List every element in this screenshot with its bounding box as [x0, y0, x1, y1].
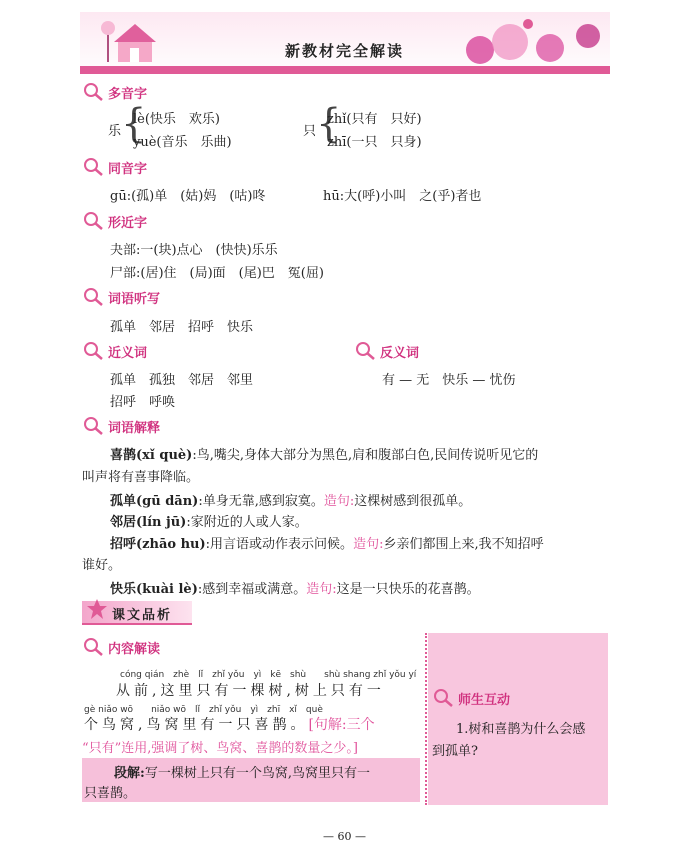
paragraph-text: 写一棵树上只有一个鸟窝,鸟窝里只有一: [144, 766, 370, 781]
magnifier-icon: [82, 341, 104, 361]
example-label: 造句:: [323, 494, 355, 509]
example-sentence: 这是一只快乐的花喜鹊。: [336, 582, 480, 597]
explain-term: 邻居(lín jū): [110, 515, 187, 530]
explain-definition: 叫声将有喜事降临。: [82, 470, 200, 485]
section-content: [82, 637, 160, 657]
polyphone-reading: zhī(一只 只身): [327, 135, 422, 150]
brace: {: [121, 101, 147, 147]
paragraph-text: 只喜鹊。: [84, 786, 137, 801]
paragraph-label: 段解:: [114, 766, 145, 781]
section-antonym: [354, 341, 419, 361]
example-sentence: 谁好。: [82, 558, 122, 573]
similar-line: 尸部:(居)住 (局)面 (尾)巴 冤(屈): [110, 266, 324, 281]
brace: {: [316, 101, 342, 147]
section-label: 词语听写: [108, 291, 161, 307]
explain-entry: [110, 444, 538, 463]
section-interaction: [432, 688, 510, 708]
section-label: 近义词: [108, 345, 148, 361]
explain-definition: :单身无靠,感到寂寞。: [198, 494, 324, 509]
text-line: 个鸟窝,鸟窝里有一只喜鹊。: [84, 717, 309, 733]
section-polyphone: [82, 82, 147, 102]
explain-entry: [110, 490, 471, 509]
homophone-line: gū:(孤)单 (姑)妈 (咕)咚: [110, 189, 266, 204]
explain-entry: [110, 578, 480, 597]
explain-term: 喜鹊(xǐ què): [110, 448, 193, 463]
question-line: 到孤单?: [432, 744, 478, 759]
magnifier-icon: [354, 341, 376, 361]
explain-term: 快乐(kuài lè): [110, 582, 198, 597]
section-synonym: [82, 341, 147, 361]
homophone-line: hū:大(呼)小叫 之(乎)者也: [323, 189, 482, 204]
explain-definition: :感到幸福或满意。: [197, 582, 307, 597]
polyphone-char: 只: [303, 124, 317, 139]
example-sentence: 乡亲们都围上来,我不知招呼: [383, 537, 544, 552]
similar-line: 夬部:一(块)点心 (快快)乐乐: [110, 243, 278, 258]
example-label: 造句:: [353, 537, 384, 552]
polyphone-reading: zhǐ(只有 只好): [327, 112, 422, 127]
section-label: 内容解读: [108, 641, 161, 657]
text-line-with-note: [84, 714, 375, 734]
sentence-note: 三个: [346, 717, 375, 733]
section-dictation: [82, 287, 160, 307]
sentence-note-label: [句解:: [308, 717, 347, 733]
sentence-note: “只有”连用,强调了树、鸟窝、喜鹊的数量之少。]: [82, 741, 358, 756]
section-label: 形近字: [108, 215, 148, 231]
section-label: 词语解释: [108, 420, 161, 436]
explain-entry: [110, 511, 308, 530]
magnifier-icon: [432, 688, 454, 708]
magnifier-icon: [82, 637, 104, 657]
star-icon: [86, 598, 108, 620]
example-label: 造句:: [306, 582, 337, 597]
section-label: 多音字: [108, 86, 148, 102]
text-line: 从前,这里只有一棵树,树上只有一: [116, 683, 385, 699]
explain-definition: :用言语或动作表示问候。: [205, 537, 354, 552]
example-sentence: 这棵树感到很孤单。: [354, 494, 472, 509]
explain-entry: [110, 533, 544, 552]
magnifier-icon: [82, 82, 104, 102]
synonym-line: 招呼 呼唤: [110, 395, 176, 410]
polyphone-char: 乐: [108, 124, 122, 139]
explain-definition: :鸟,嘴尖,身体大部分为黑色,肩和腹部白色,民间传说听见它的: [192, 448, 539, 463]
synonym-line: 孤单 孤独 邻居 邻里: [110, 373, 254, 388]
magnifier-icon: [82, 211, 104, 231]
question-line: 1.树和喜鹊为什么会感: [456, 722, 586, 737]
dictation-words: 孤单 邻居 招呼 快乐: [110, 320, 254, 335]
magnifier-icon: [82, 157, 104, 177]
pinyin-line: gè niǎo wō niǎo wō lǐ zhǐ yǒu yì zhī xǐ què: [84, 705, 323, 715]
magnifier-icon: [82, 287, 104, 307]
section-label: 同音字: [108, 161, 148, 177]
antonym-line: 有 — 无 快乐 — 忧伤: [382, 373, 516, 388]
section-label: 师生互动: [458, 692, 511, 708]
section-homophone: [82, 157, 147, 177]
section-explain: [82, 416, 160, 436]
section-label: 反义词: [380, 345, 420, 361]
explain-term: 招呼(zhāo hu): [110, 537, 206, 552]
explain-term: 孤单(gū dān): [110, 494, 199, 509]
analysis-title: 课文品析: [112, 608, 173, 623]
page-number: — 60 —: [323, 830, 366, 843]
pinyin-line: cóng qián zhè lǐ zhǐ yǒu yì kē shù shù shang zhǐ yǒu yí: [120, 670, 417, 680]
paragraph-summary: [114, 762, 370, 781]
header-divider: [80, 66, 610, 74]
polyphone-reading: yuè(音乐 乐曲): [133, 135, 232, 150]
polyphone-reading: lè(快乐 欢乐): [133, 112, 220, 127]
page-title: 新教材完全解读: [284, 42, 404, 60]
section-similar: [82, 211, 147, 231]
explain-definition: :家附近的人或人家。: [186, 515, 308, 530]
magnifier-icon: [82, 416, 104, 436]
